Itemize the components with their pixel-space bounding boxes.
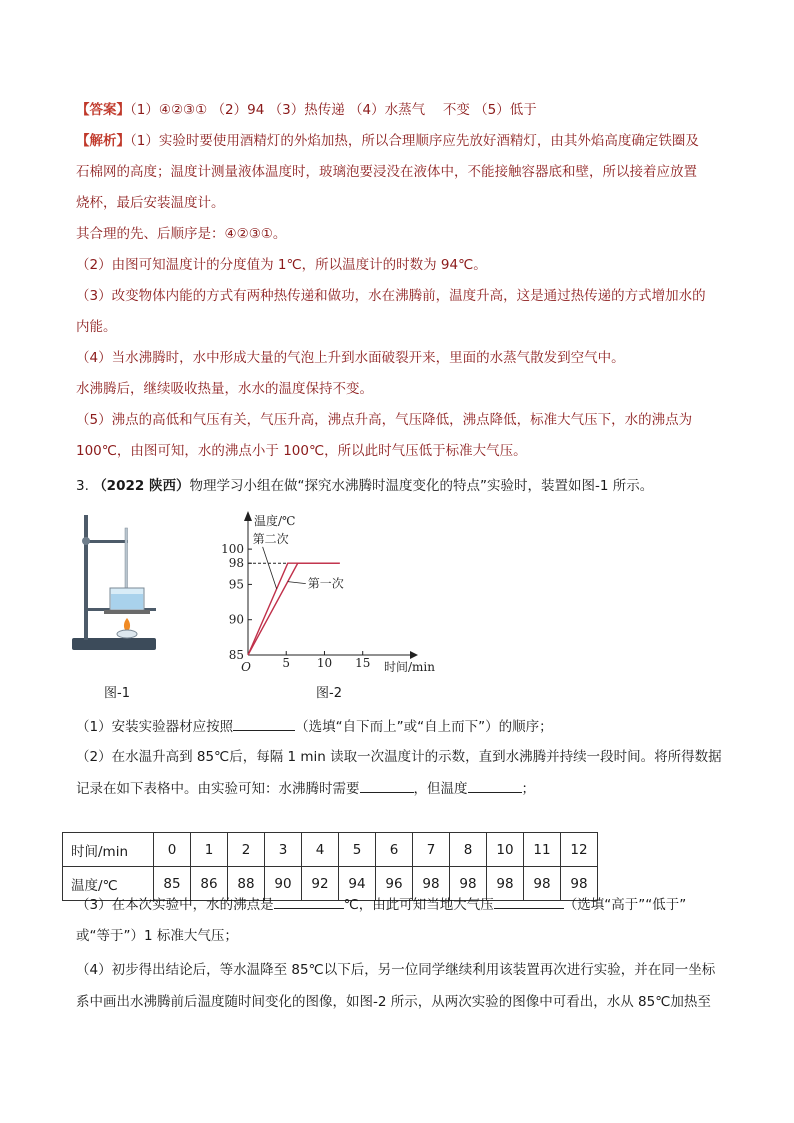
question-source: （2022 陕西） [93, 478, 190, 494]
table-cell-time: 3 [265, 833, 302, 867]
question-part-4-line-1: （4）初步得出结论后，等水温降至 85℃以下后，另一位同学继续利用该装置再次进行实验，并在同一坐标 [76, 962, 716, 978]
question-part-4-line-2: 系中画出水沸腾前后温度随时间变化的图像，如图-2 所示，从两次实验的图像中可看出，水从 85℃加热至 [76, 994, 711, 1010]
table-header-time: 时间/min [63, 833, 154, 867]
y-axis-arrow [244, 511, 252, 521]
series-2-leader [263, 547, 277, 589]
table-cell-time: 1 [191, 833, 228, 867]
y-tick-label: 98 [228, 556, 244, 571]
series-2-label: 第二次 [252, 531, 289, 546]
table-cell-time: 4 [302, 833, 339, 867]
stand-rod [84, 515, 88, 640]
series-1-leader [288, 582, 306, 584]
question-part-3-line-2: 或“等于”）1 标准大气压； [76, 928, 238, 944]
analysis-line-8: （4）当水沸腾时，水中形成大量的气泡上升到水面破裂开来，里面的水蒸气散发到空气中。 [76, 350, 625, 366]
wire-gauze [104, 610, 150, 614]
table-cell-time: 2 [228, 833, 265, 867]
y-tick-label: 85 [228, 648, 244, 662]
table-cell-time: 6 [376, 833, 413, 867]
beaker-water [111, 594, 143, 609]
temperature-time-chart [221, 505, 438, 695]
table-cell-temperature: 98 [487, 867, 524, 901]
analysis-tag: 【解析】 [76, 133, 130, 149]
analysis-line-3: 烧杯，最后安装温度计。 [76, 195, 225, 211]
blank-1[interactable] [233, 716, 295, 731]
x-axis-label: 时间/min [384, 660, 435, 674]
table-cell-time: 7 [413, 833, 450, 867]
y-tick-label: 95 [228, 577, 244, 592]
analysis-line-9: 水沸腾后，继续吸收热量，水水的温度保持不变。 [76, 381, 373, 397]
clamp-arm [84, 540, 128, 543]
figure-2-caption: 图-2 [316, 686, 342, 701]
answer-line [76, 100, 724, 120]
analysis-line-4: 其合理的先、后顺序是：④②③①。 [76, 226, 287, 242]
analysis-line-1: 【解析】（1）实验时要使用酒精灯的外焰加热，所以合理顺序应先放好酒精灯，由其外焰高度确定铁圈及 [76, 133, 699, 149]
question-part-1: （1）安装实验器材应按照 （选填“自下而上”或“自上而下”）的顺序； [76, 716, 724, 737]
alcohol-lamp [117, 630, 137, 638]
x-tick-label: 10 [316, 656, 333, 670]
figure-1-caption: 图-1 [104, 686, 130, 701]
table-cell-temperature: 85 [154, 867, 191, 901]
blank-4[interactable] [274, 894, 344, 909]
x-tick-label: 5 [282, 656, 291, 670]
table-cell-temperature: 98 [413, 867, 450, 901]
origin-label: O [241, 660, 251, 674]
y-axis-label: 温度/℃ [254, 514, 296, 528]
y-tick-label: 90 [228, 612, 244, 627]
table-cell-temperature: 96 [376, 867, 413, 901]
question-stem: 3. （2022 陕西）物理学习小组在做“探究水沸腾时温度变化的特点”实验时，装置如图-1 所示。 [76, 478, 654, 494]
table-cell-temperature: 98 [561, 867, 598, 901]
question-part-3-line-1: （3）在本次实验中，水的沸点是 ℃，由此可知当地大气压 （选填“高于”“低于” [76, 894, 724, 915]
x-axis-arrow [410, 651, 418, 659]
apparatus-illustration [64, 510, 164, 685]
blank-3[interactable] [468, 778, 522, 793]
table-cell-temperature: 92 [302, 867, 339, 901]
table-cell-time: 5 [339, 833, 376, 867]
analysis-line-11: 100℃，由图可知，水的沸点小于 100℃，所以此时气压低于标准大气压。 [76, 443, 527, 459]
blank-5[interactable] [494, 894, 564, 909]
table-cell-time: 10 [487, 833, 524, 867]
analysis-line-7: 内能。 [76, 319, 117, 335]
table-cell-time: 11 [524, 833, 561, 867]
table-cell-time: 0 [154, 833, 191, 867]
clamp-knob [82, 537, 90, 545]
analysis-line-10: （5）沸点的高低和气压有关，气压升高，沸点升高，气压降低，沸点降低，标准大气压下，水的沸点为 [76, 412, 693, 428]
table-cell-temperature: 98 [524, 867, 561, 901]
series-1-label: 第一次 [307, 576, 344, 591]
table-cell-temperature: 86 [191, 867, 228, 901]
answer-tag: 【答案】 [76, 102, 130, 118]
analysis-line-2: 石棉网的高度；温度计测量液体温度时，玻璃泡要浸没在液体中，不能接触容器底和壁，所以接着应放置 [76, 164, 697, 180]
x-tick-label: 15 [355, 656, 371, 670]
table-header-temperature: 温度/℃ [63, 867, 154, 901]
question-part-2-line-1: （2）在水温升高到 85℃后，每隔 1 min 读取一次温度计的示数，直到水沸腾并持续一段时间。将所得数据 [76, 749, 722, 765]
table-cell-temperature: 94 [339, 867, 376, 901]
table-cell-temperature: 88 [228, 867, 265, 901]
question-part-2-line-2: 记录在如下表格中。由实验可知：水沸腾时需要 ，但温度 ； [76, 778, 724, 799]
table-cell-time: 8 [450, 833, 487, 867]
y-tick-label: 100 [221, 542, 244, 557]
table-cell-temperature: 90 [265, 867, 302, 901]
blank-2[interactable] [360, 778, 414, 793]
answer-text: （1）④②③① （2）94 （3）热传递 （4）水蒸气 不变 （5）低于 [130, 102, 537, 118]
table-cell-temperature: 98 [450, 867, 487, 901]
data-table [62, 832, 598, 901]
table-cell-time: 12 [561, 833, 598, 867]
analysis-line-5: （2）由图可知温度计的分度值为 1℃，所以温度计的时数为 94℃。 [76, 257, 487, 273]
table-row-time [63, 833, 598, 867]
analysis-line-6: （3）改变物体内能的方式有两种热传递和做功，水在沸腾前，温度升高，这是通过热传递的方式增加水的 [76, 288, 706, 304]
